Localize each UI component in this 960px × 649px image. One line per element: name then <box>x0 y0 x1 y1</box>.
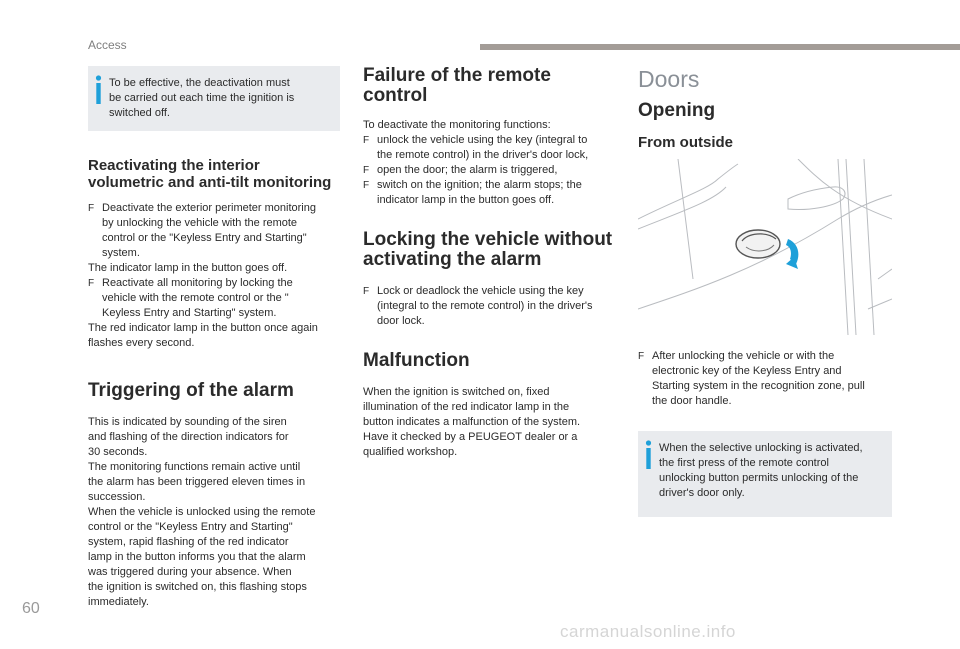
paragraph: The indicator lamp in the button goes off. <box>88 262 288 274</box>
list-item <box>88 201 340 261</box>
bullet-text: open the door; the alarm is triggered, <box>377 164 558 176</box>
info-note-text: When the selective unlocking is activated, the first press of the remote control unlocking button permits unlocking of the driver's door only. <box>659 442 863 499</box>
paragraph: This is indicated by sounding of the siren and flashing of the direction indicators for 30 seconds. The monitoring functions remain active until the alarm has been triggered eleven times in succession. When the vehicle is unlocked using the remote control or the "Keyless Entry and Starting" system, rapid flashing of the red indicator lamp in the button informs you that the alarm was triggered during your absence. When the ignition is switched on, this flashing stops immediately. <box>88 416 316 608</box>
section-header: Access <box>88 38 127 52</box>
bullet-text: Reactivate all monitoring by locking the vehicle with the remote control or the " Keyless Entry and Starting" system. <box>102 277 293 319</box>
info-note <box>88 66 340 131</box>
bullet-marker: F <box>363 135 370 146</box>
list-item <box>363 178 615 208</box>
column-1 <box>88 66 340 610</box>
doors-heading: Doors <box>638 66 700 92</box>
paragraph: The red indicator lamp in the button once again flashes every second. <box>88 322 318 349</box>
door-handle-illustration <box>638 159 892 335</box>
malfunction-heading: Malfunction <box>363 350 470 371</box>
info-note-text: To be effective, the deactivation must be carried out each time the ignition is switched off. <box>109 77 295 119</box>
list-item <box>363 163 615 178</box>
opening-heading: Opening <box>638 100 716 121</box>
locking-heading: Locking the vehicle without activating the alarm <box>363 229 613 270</box>
info-note <box>638 431 892 517</box>
watermark: carmanualsonline.info <box>560 622 736 641</box>
bullet-marker: F <box>88 203 95 214</box>
bullet-text: Deactivate the exterior perimeter monitoring by unlocking the vehicle with the remote control or the "Keyless Entry and Starting" system. <box>102 202 316 259</box>
bullet-marker: F <box>363 286 370 297</box>
info-icon <box>94 75 103 105</box>
list-item <box>363 284 615 329</box>
triggering-heading: Triggering of the alarm <box>88 380 294 401</box>
bullet-text: Lock or deadlock the vehicle using the key (integral to the remote control) in the driver's door lock. <box>377 285 593 327</box>
reactivating-heading: Reactivating the interior volumetric and anti-tilt monitoring <box>88 157 332 191</box>
column-3 <box>638 66 892 543</box>
bullet-marker: F <box>363 165 370 176</box>
paragraph: To deactivate the monitoring functions: <box>363 119 551 131</box>
list-item <box>88 276 340 321</box>
page-number: 60 <box>22 600 40 617</box>
from-outside-heading: From outside <box>638 134 734 151</box>
bullet-marker: F <box>88 278 95 289</box>
bullet-text: unlock the vehicle using the key (integral to the remote control) in the driver's door lock, <box>377 134 589 161</box>
list-item <box>363 133 615 163</box>
info-icon <box>644 440 653 470</box>
bullet-text: After unlocking the vehicle or with the electronic key of the Keyless Entry and Starting system in the recognition zone, pull the door handle. <box>652 350 865 407</box>
bullet-marker: F <box>638 351 645 362</box>
column-2 <box>363 66 615 460</box>
bullet-marker: F <box>363 180 370 191</box>
failure-heading: Failure of the remote control <box>363 65 551 106</box>
bullet-text: switch on the ignition; the alarm stops; the indicator lamp in the button goes off. <box>377 179 582 206</box>
list-item <box>638 349 892 409</box>
header-bar <box>480 44 960 50</box>
paragraph: When the ignition is switched on, fixed illumination of the red indicator lamp in the button indicates a malfunction of the system. Have it checked by a PEUGEOT dealer or a qualified workshop. <box>363 386 581 458</box>
